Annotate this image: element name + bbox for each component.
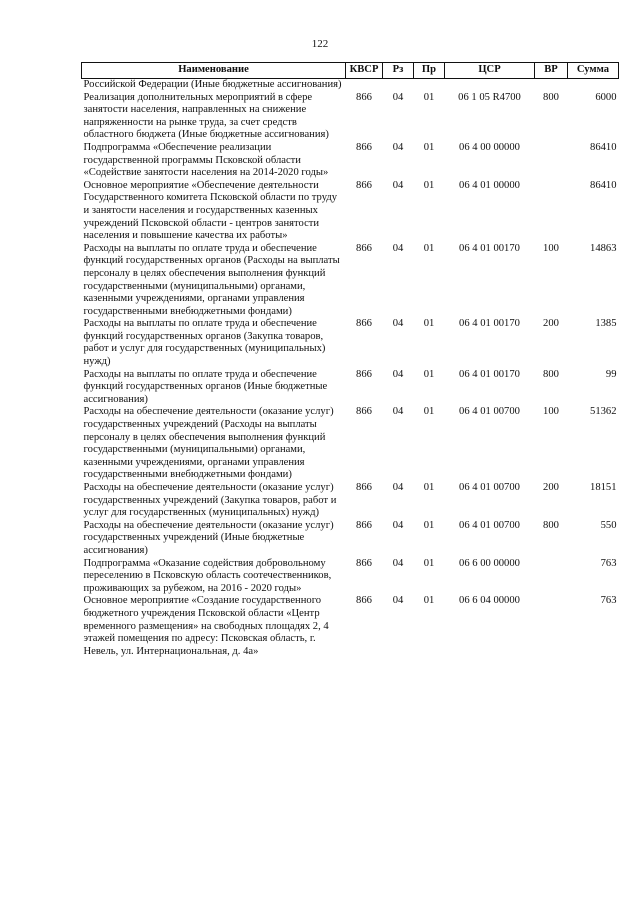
cell-vr [535,558,568,596]
header-kvsr: КВСР [346,63,383,79]
table-row [82,558,619,596]
cell-rz: 04 [392,482,404,493]
table-row [82,180,619,243]
cell-kvsr: 866 [356,179,372,191]
cell-pr: 01 [423,482,435,493]
cell-pr: 01 [423,91,435,103]
table-row [82,318,619,368]
cell-rz: 04 [392,141,404,153]
cell-sum: 18151 [590,482,617,493]
header-row [82,63,619,79]
cell-csr: 06 4 01 00700 [459,482,520,493]
header-csr: ЦСР [445,63,535,79]
cell-vr [535,595,568,658]
cell-pr: 01 [423,595,435,607]
cell-kvsr: 866 [356,595,372,607]
header-pr: Пр [414,63,445,79]
cell-sum: 763 [600,595,617,607]
cell-pr: 01 [423,557,435,569]
table-row [82,482,619,520]
cell-csr: 06 1 05 R4700 [458,91,521,103]
header-name: Наименование [82,63,346,79]
cell-rz: 04 [392,368,404,380]
cell-vr [535,180,568,243]
cell-sum: 6000 [595,91,617,103]
cell-name: Основное мероприятие «Обеспечение деятельности Государственного комитета Псковской области по труду и занятости населения и государственных казенных учреждений Псковской области - центров занятости населения и повышение качества их работы» [83,179,338,242]
cell-name: Российской Федерации (Иные бюджетные ассигнования) [83,79,342,90]
cell-vr: 800 [543,368,559,380]
cell-sum: 51362 [590,406,617,418]
cell-rz: 04 [392,519,404,531]
cell-pr: 01 [423,179,435,191]
table-row [82,142,619,180]
cell-name: Расходы на обеспечение деятельности (оказание услуг) государственных учреждений (Иные бюджетные ассигнования) [83,519,334,556]
header-vr: ВР [535,63,568,79]
cell-name: Подпрограмма «Обеспечение реализации государственной программы Псковской области «Содействие занятости населения на 2014-2020 годы» [83,141,329,179]
cell-name: Расходы на обеспечение деятельности (оказание услуг) государственных учреждений (Расходы на выплаты персоналу в целях обеспечения выполнения функций государственными (муниципальными) органами, казенными учреждениями, органами управления государственными внебюджетными фондами) [83,406,334,481]
cell-pr: 01 [423,406,435,418]
cell-sum: 86410 [590,141,617,153]
cell-csr: 06 6 04 00000 [459,595,520,607]
cell-kvsr: 866 [356,318,372,330]
cell-sum: 1385 [595,318,617,330]
cell-csr: 06 4 01 00700 [459,519,520,531]
cell-pr: 01 [423,368,435,380]
cell-kvsr [346,79,383,92]
cell-pr [414,79,445,92]
cell-name: Расходы на выплаты по оплате труда и обеспечение функций государственных органов (Закупка товаров, работ и услуг для государственных (муниципальных) нужд) [83,318,326,368]
table-row [82,595,619,658]
cell-vr [535,79,568,92]
cell-kvsr: 866 [356,368,372,380]
cell-kvsr: 866 [356,482,372,493]
cell-csr: 06 4 01 00170 [459,242,520,254]
cell-pr: 01 [423,141,435,153]
cell-vr: 800 [543,91,559,103]
cell-csr: 06 4 00 00000 [459,141,520,153]
table-row [82,520,619,558]
cell-sum: 763 [600,557,617,569]
cell-rz [383,79,414,92]
cell-csr: 06 4 01 00170 [459,318,520,330]
cell-kvsr: 866 [356,242,372,254]
table-body [82,79,619,659]
table-row [82,406,619,482]
cell-csr: 06 4 01 00170 [459,368,520,380]
cell-sum: 86410 [590,179,617,191]
cell-name: Подпрограмма «Оказание содействия добровольному переселению в Псковскую область соотечественников, проживающих за рубежом, на 2016 - 2020 годы» [83,557,332,594]
cell-pr: 01 [423,519,435,531]
table-row [82,243,619,319]
table-row [82,79,619,92]
cell-vr: 800 [543,519,559,531]
header-rz: Рз [383,63,414,79]
cell-rz: 04 [392,179,404,191]
cell-vr: 100 [543,406,559,418]
cell-name: Реализация дополнительных мероприятий в сфере занятости населения, направленных на снижение напряженности на рынке труда, за счет средств областного бюджета (Иные бюджетные ассигнования) [83,91,329,141]
cell-name: Расходы на выплаты по оплате труда и обеспечение функций государственных органов (Иные бюджетные ассигнования) [83,368,328,405]
cell-rz: 04 [392,595,404,607]
cell-rz: 04 [392,406,404,418]
cell-kvsr: 866 [356,406,372,418]
cell-csr: 06 4 01 00000 [459,179,520,191]
cell-name: Расходы на обеспечение деятельности (оказание услуг) государственных учреждений (Закупка товаров, работ и услуг для государственных (муниципальных) нужд) [83,482,337,519]
cell-pr: 01 [423,318,435,330]
cell-vr [535,142,568,180]
cell-kvsr: 866 [356,519,372,531]
cell-name: Основное мероприятие «Создание государственного бюджетного учреждения Псковской области «Центр временного размещения» на свободных площадях 2, 4 этажей помещения по адресу: Псковская область, г. Невель, ул. Интернациональная, д. 4а» [83,595,329,657]
cell-rz: 04 [392,91,404,103]
cell-pr: 01 [423,242,435,254]
cell-kvsr: 866 [356,141,372,153]
cell-csr: 06 6 00 00000 [459,557,520,569]
cell-csr: 06 4 01 00700 [459,406,520,418]
cell-vr: 200 [543,482,559,493]
cell-vr: 200 [543,318,559,330]
cell-rz: 04 [392,242,404,254]
cell-name: Расходы на выплаты по оплате труда и обеспечение функций государственных органов (Расходы на выплаты персоналу в целях обеспечения выполнения функций государственными (муниципальными) органами, казенными учреждениями, органами управления государственными внебюджетными фондами) [83,242,340,317]
cell-kvsr: 866 [356,557,372,569]
table-row [82,92,619,142]
cell-sum: 99 [605,368,617,380]
cell-kvsr: 866 [356,91,372,103]
table-header [82,63,619,79]
cell-csr [445,79,535,92]
cell-sum: 550 [600,519,617,531]
cell-sum: 14863 [590,242,617,254]
cell-rz: 04 [392,557,404,569]
table-row [82,369,619,407]
header-sum: Сумма [568,63,619,79]
cell-rz: 04 [392,318,404,330]
page-number: 122 [311,38,329,50]
cell-vr: 100 [543,242,559,254]
cell-sum [568,79,619,92]
budget-table [81,62,619,658]
